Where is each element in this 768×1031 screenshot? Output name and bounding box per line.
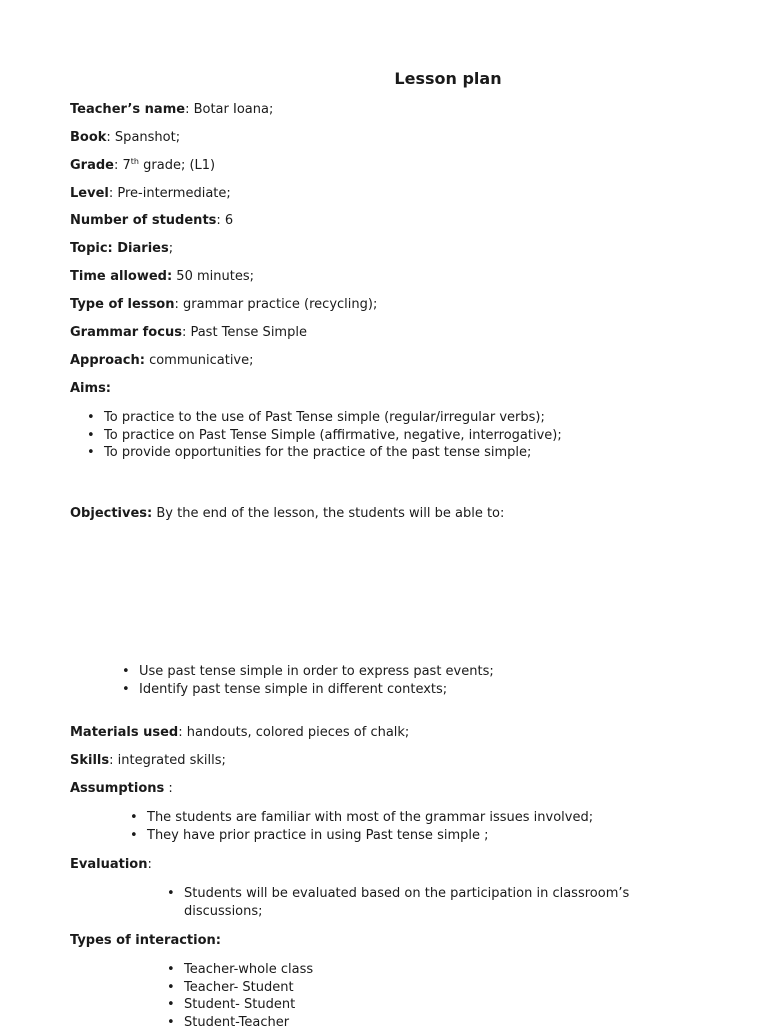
book-value: : Spanshot; <box>106 130 180 145</box>
evaluation-line <box>70 856 152 874</box>
book-label: Book <box>70 130 106 145</box>
grammar-focus-line <box>70 324 307 342</box>
lesson-type-line <box>70 296 377 314</box>
approach-label: Approach: <box>70 353 145 368</box>
interaction-label: Types of interaction: <box>70 933 221 948</box>
list-item: • The students are familiar with most of the grammar issues involved; <box>147 809 593 827</box>
book-line <box>70 129 180 147</box>
objectives-value: By the end of the lesson, the students will be able to: <box>152 506 504 521</box>
evaluation-label: Evaluation <box>70 857 147 872</box>
skills-line <box>70 752 226 770</box>
list-item: • To practice to the use of Past Tense simple (regular/irregular verbs); <box>104 409 562 427</box>
objectives-label: Objectives: <box>70 506 152 521</box>
list-item: • Teacher-whole class <box>184 961 313 979</box>
list-item: • Student- Student <box>184 996 313 1014</box>
grammar-focus-value: : Past Tense Simple <box>182 325 307 340</box>
time-value: 50 minutes; <box>172 269 254 284</box>
page-title: Lesson plan <box>0 69 768 88</box>
teacher-name-line <box>70 101 273 119</box>
approach-line <box>70 352 254 370</box>
lesson-type-label: Type of lesson <box>70 297 175 312</box>
students-value: : 6 <box>216 213 233 228</box>
list-item: • Use past tense simple in order to express past events; <box>139 663 494 681</box>
materials-line <box>70 724 409 742</box>
time-label: Time allowed: <box>70 269 172 284</box>
evaluation-list <box>184 885 629 903</box>
students-label: Number of students <box>70 213 216 228</box>
objectives-line <box>70 505 504 523</box>
list-item: • Students will be evaluated based on the participation in classroom’s <box>184 885 629 903</box>
materials-value: : handouts, colored pieces of chalk; <box>178 725 409 740</box>
skills-value: : integrated skills; <box>109 753 226 768</box>
topic-line <box>70 240 173 258</box>
list-item: • Identify past tense simple in different contexts; <box>139 681 494 699</box>
evaluation-continuation: discussions; <box>184 903 263 921</box>
grade-value-pre: : 7 <box>114 158 131 173</box>
students-line <box>70 212 233 230</box>
grade-value-post: grade; (L1) <box>139 158 215 173</box>
assumptions-label: Assumptions <box>70 781 164 796</box>
assumptions-list <box>147 809 593 844</box>
level-line <box>70 185 231 203</box>
topic-label: Topic: Diaries <box>70 241 169 256</box>
list-item: • They have prior practice in using Past tense simple ; <box>147 827 593 845</box>
grade-label: Grade <box>70 158 114 173</box>
list-item: • To practice on Past Tense Simple (affirmative, negative, interrogative); <box>104 427 562 445</box>
assumptions-value: : <box>164 781 173 796</box>
grade-superscript: th <box>131 157 139 166</box>
skills-label: Skills <box>70 753 109 768</box>
list-item: • To provide opportunities for the practice of the past tense simple; <box>104 444 562 462</box>
grammar-focus-label: Grammar focus <box>70 325 182 340</box>
materials-label: Materials used <box>70 725 178 740</box>
objectives-list <box>139 663 494 698</box>
aims-list <box>104 409 562 462</box>
assumptions-line <box>70 780 173 798</box>
list-item: • Teacher- Student <box>184 979 313 997</box>
topic-value: ; <box>169 241 173 256</box>
approach-value: communicative; <box>145 353 254 368</box>
list-item: • Student-Teacher <box>184 1014 313 1031</box>
grade-line <box>70 157 215 175</box>
level-label: Level <box>70 186 109 201</box>
interaction-line <box>70 932 221 950</box>
lesson-type-value: : grammar practice (recycling); <box>175 297 378 312</box>
aims-line <box>70 380 111 398</box>
teacher-name-label: Teacher’s name <box>70 102 185 117</box>
evaluation-value: : <box>147 857 151 872</box>
teacher-name-value: : Botar Ioana; <box>185 102 273 117</box>
time-line <box>70 268 254 286</box>
interaction-list <box>184 961 313 1031</box>
level-value: : Pre-intermediate; <box>109 186 231 201</box>
aims-label: Aims: <box>70 381 111 396</box>
